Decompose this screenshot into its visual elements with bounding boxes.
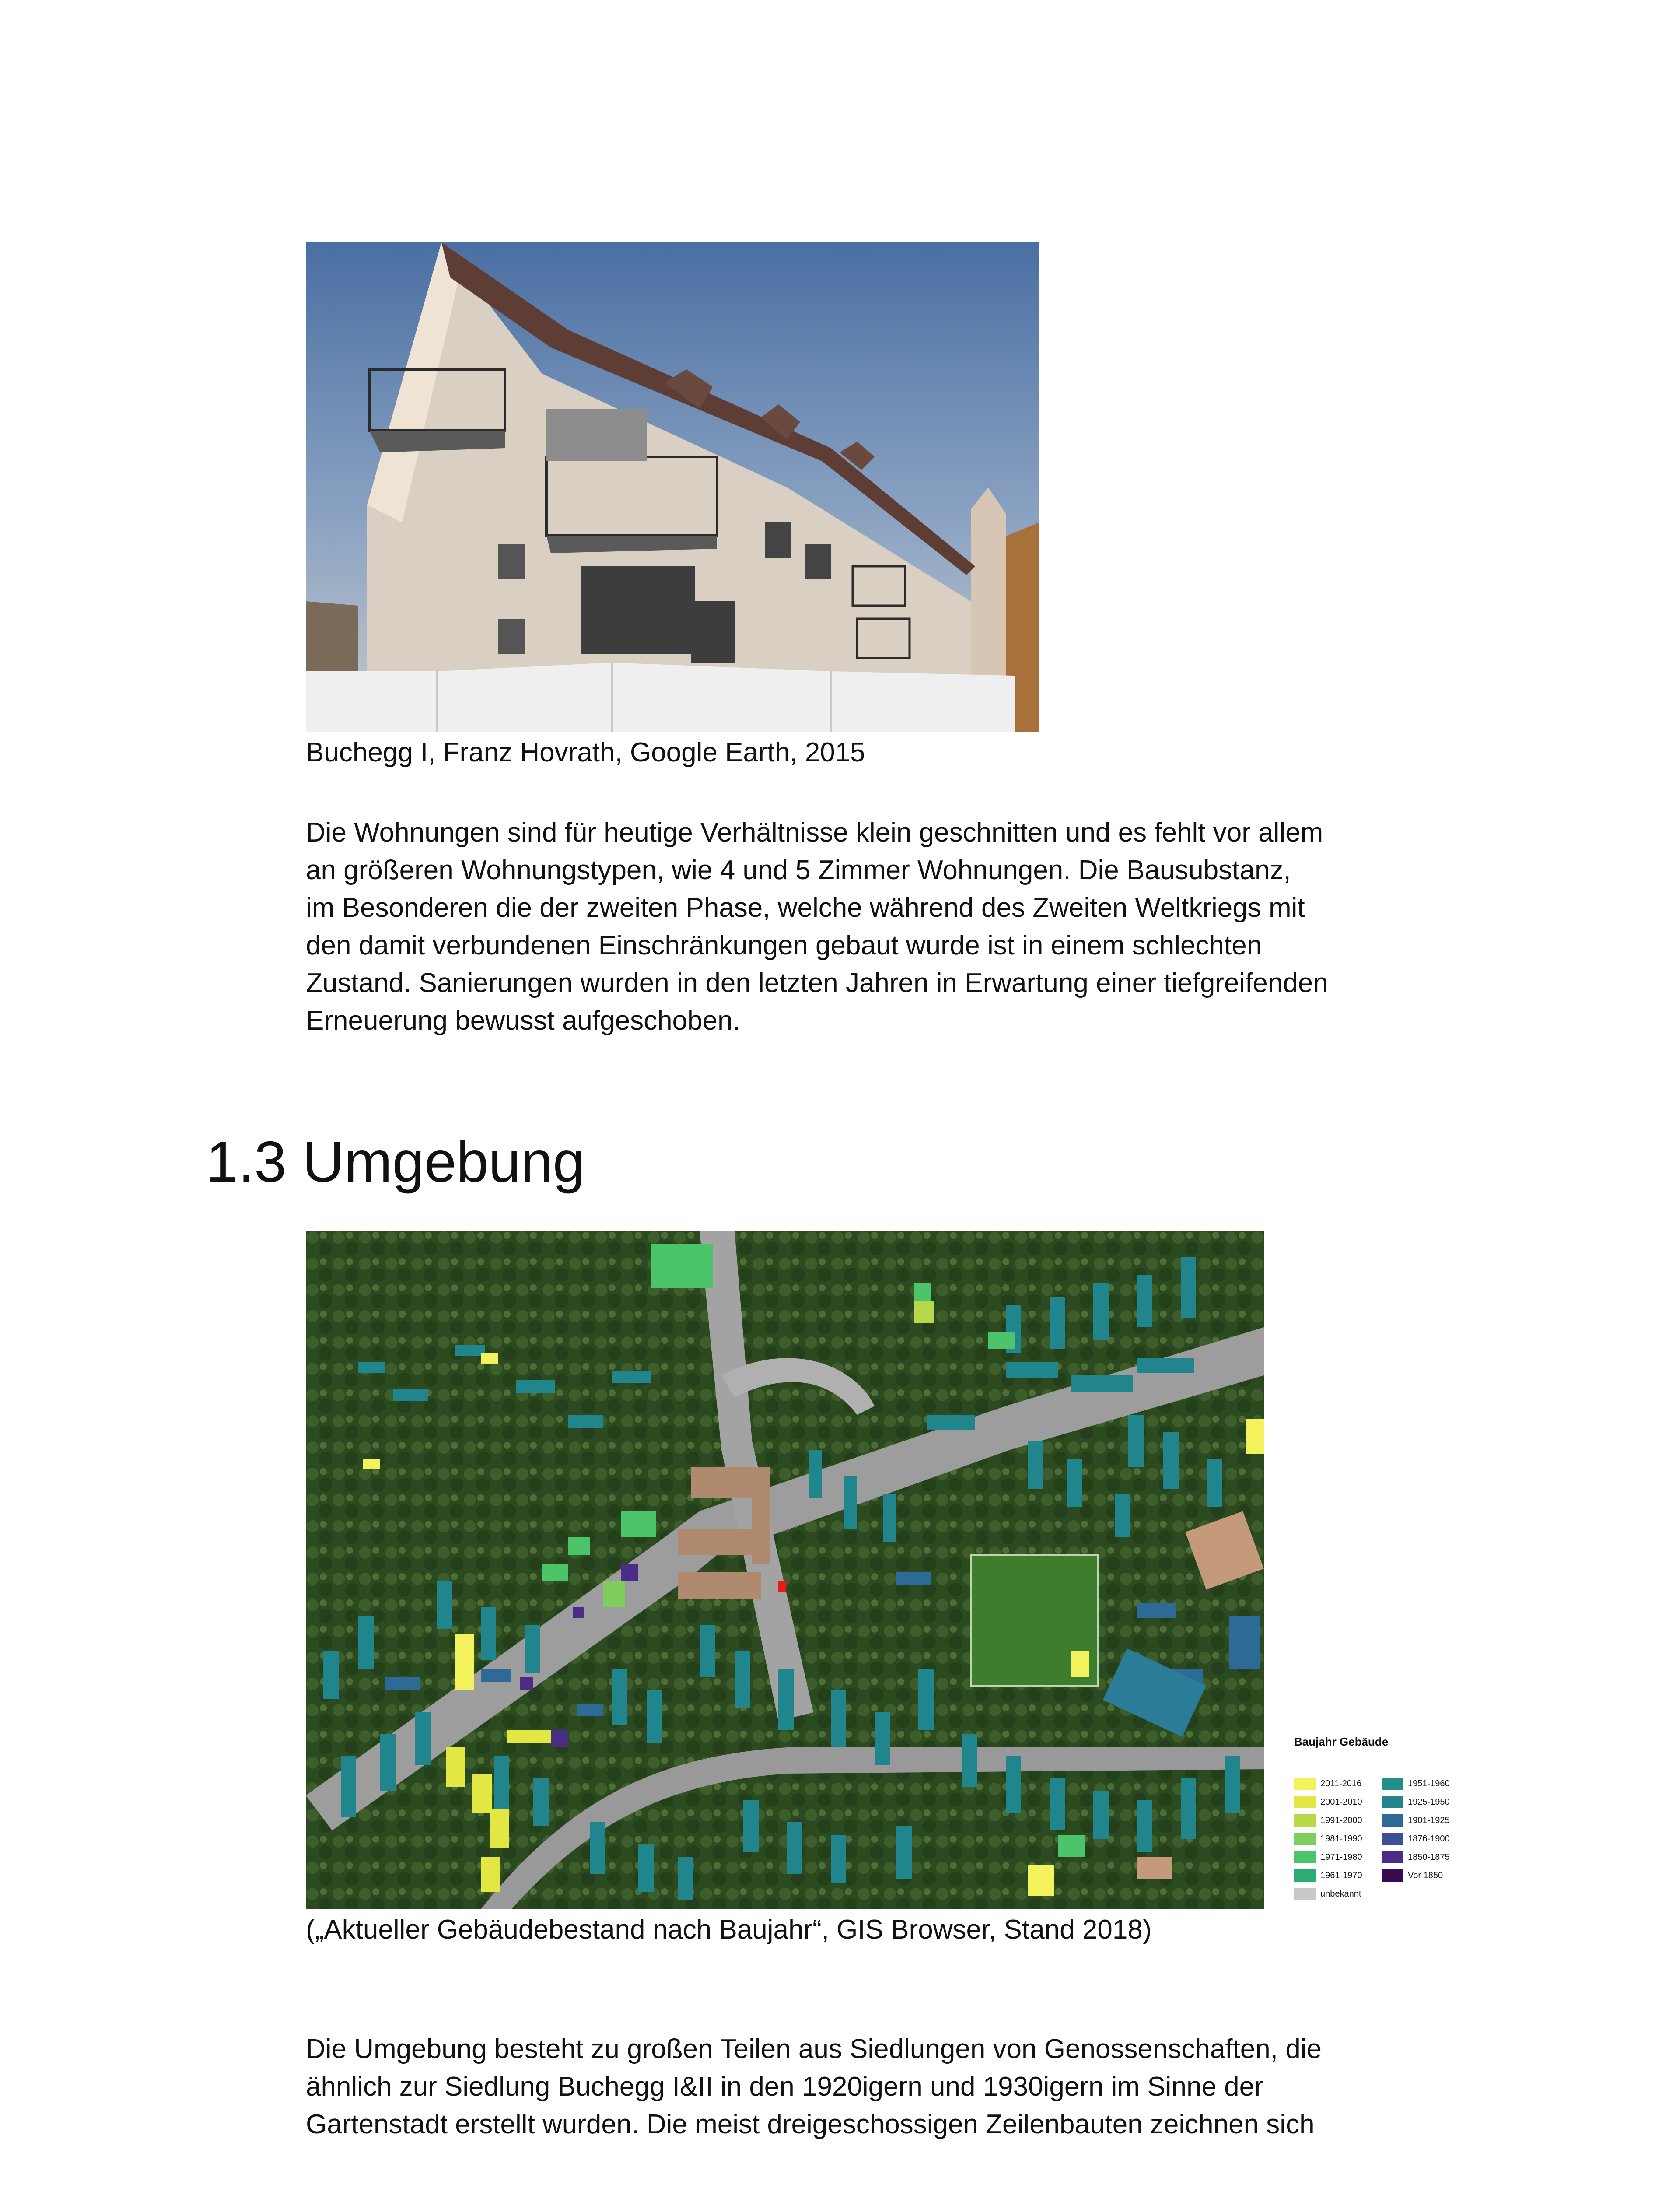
legend-label: 1850-1875 — [1408, 1852, 1450, 1862]
paragraph-1-line: Erneuerung bewusst aufgeschoben. — [306, 1006, 740, 1036]
legend-item-unbekannt — [1294, 1887, 1361, 1901]
legend-item-1961-1970 — [1294, 1869, 1362, 1883]
legend-label: 1961-1970 — [1320, 1870, 1362, 1880]
legend-title: Baujahr Gebäude — [1294, 1735, 1389, 1748]
paragraph-2 — [306, 2030, 1322, 2143]
legend-item-1991-2000 — [1294, 1813, 1362, 1827]
legend-label: unbekannt — [1320, 1889, 1362, 1899]
legend-label: 1951-1960 — [1408, 1778, 1450, 1788]
legend-label: 1876-1900 — [1408, 1834, 1450, 1844]
legend-item-2011-2016 — [1294, 1777, 1362, 1791]
legend-item-2001-2010 — [1294, 1795, 1362, 1809]
map-legend — [1291, 1724, 1466, 1912]
legend-swatch — [1294, 1778, 1316, 1790]
legend-swatch — [1382, 1869, 1404, 1882]
aerial-map — [306, 1231, 1264, 1909]
photo-caption: Buchegg I, Franz Hovrath, Google Earth, 2015 — [306, 737, 865, 768]
legend-swatch — [1294, 1888, 1316, 1900]
legend-swatch — [1382, 1851, 1404, 1863]
paragraph-2-line: ähnlich zur Siedlung Buchegg I&II in den 1920igern und 1930igern im Sinne der — [306, 2072, 1264, 2102]
legend-item-1876-1900 — [1382, 1832, 1450, 1846]
legend-swatch — [1294, 1814, 1316, 1827]
legend-label: Vor 1850 — [1408, 1870, 1443, 1880]
paragraph-1-line: Zustand. Sanierungen wurden in den letzten Jahren in Erwartung einer tiefgreifenden — [306, 968, 1328, 998]
legend-label: 1925-1950 — [1408, 1797, 1450, 1807]
legend-label: 2001-2010 — [1320, 1797, 1362, 1807]
legend-swatch — [1382, 1796, 1404, 1808]
legend-label: 2011-2016 — [1320, 1778, 1362, 1788]
legend-swatch — [1294, 1869, 1316, 1882]
paragraph-1 — [306, 814, 1328, 1040]
map-caption: („Aktueller Gebäudebestand nach Baujahr“, GIS Browser, Stand 2018) — [306, 1914, 1152, 1945]
legend-label: 1901-1925 — [1408, 1815, 1450, 1825]
legend-label: 1981-1990 — [1320, 1834, 1362, 1844]
legend-swatch — [1382, 1778, 1404, 1790]
legend-item-1925-1950 — [1382, 1795, 1450, 1809]
legend-label: 1991-2000 — [1320, 1815, 1362, 1825]
paragraph-2-line: Die Umgebung besteht zu großen Teilen aus Siedlungen von Genossenschaften, die — [306, 2034, 1322, 2064]
paragraph-1-line: den damit verbundenen Einschränkungen gebaut wurde ist in einem schlechten — [306, 930, 1262, 961]
legend-swatch — [1294, 1833, 1316, 1845]
building-photo — [306, 242, 1039, 732]
legend-label: 1971-1980 — [1320, 1852, 1362, 1862]
legend-swatch — [1382, 1833, 1404, 1845]
legend-item-vor-1850 — [1382, 1869, 1443, 1883]
section-heading: 1.3 Umgebung — [206, 1129, 585, 1194]
legend-item-1981-1990 — [1294, 1832, 1362, 1846]
paragraph-1-line: Die Wohnungen sind für heutige Verhältnisse klein geschnitten und es fehlt vor allem — [306, 817, 1323, 848]
paragraph-2-line: Gartenstadt erstellt wurden. Die meist dreigeschossigen Zeilenbauten zeichnen sich — [306, 2109, 1315, 2139]
paragraph-1-line: an größeren Wohnungstypen, wie 4 und 5 Zimmer Wohnungen. Die Bausubstanz, — [306, 855, 1291, 885]
legend-item-1850-1875 — [1382, 1850, 1450, 1864]
legend-swatch — [1294, 1851, 1316, 1863]
paragraph-1-line: im Besonderen die der zweiten Phase, welche während des Zweiten Weltkriegs mit — [306, 893, 1305, 923]
legend-item-1901-1925 — [1382, 1813, 1450, 1827]
legend-swatch — [1382, 1814, 1404, 1827]
legend-item-1971-1980 — [1294, 1850, 1362, 1864]
legend-swatch — [1294, 1796, 1316, 1808]
legend-item-1951-1960 — [1382, 1777, 1450, 1791]
